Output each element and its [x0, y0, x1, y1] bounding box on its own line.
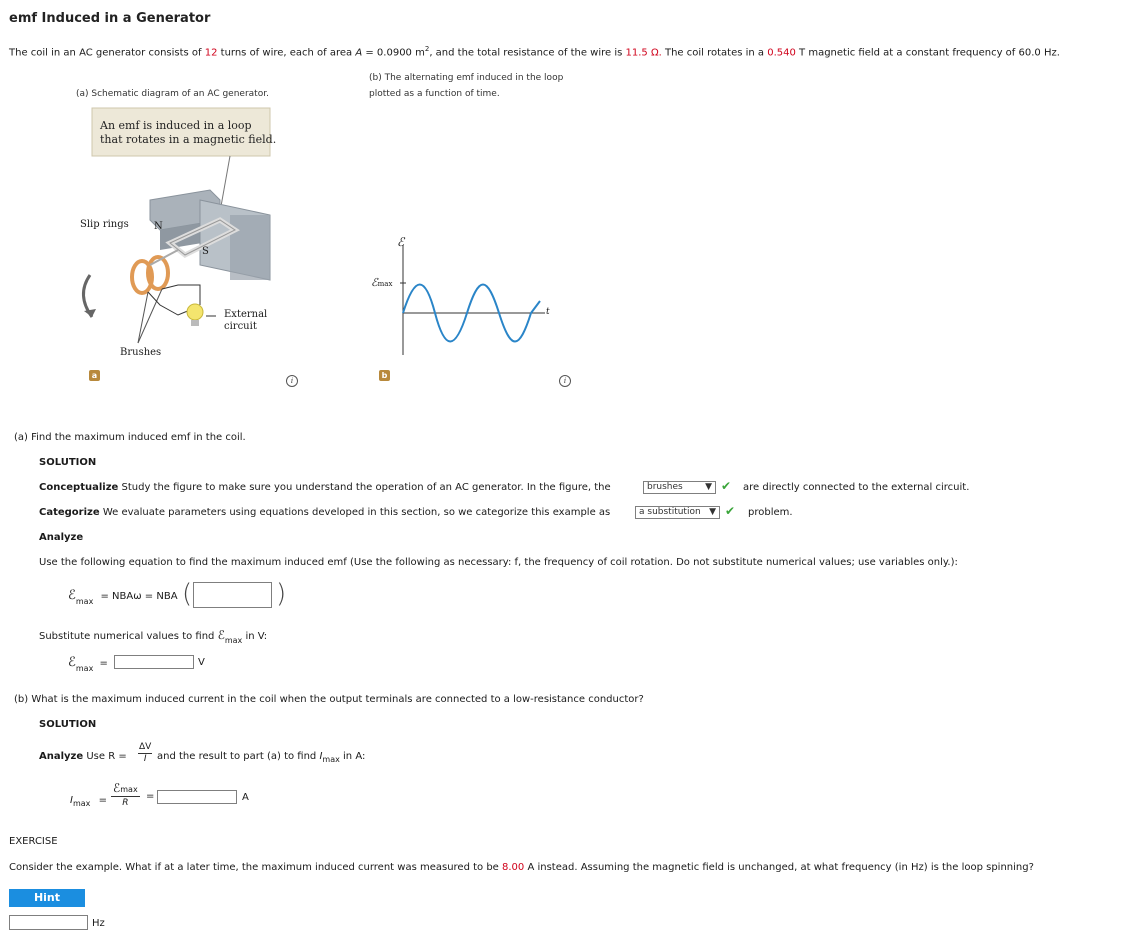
figure-a-tag: a [89, 370, 100, 381]
emf-axis-label: ℰ [397, 235, 405, 249]
external-circuit-label: External circuit [224, 309, 268, 332]
exercise-question: Consider the example. What if at a later time, the maximum induced current was measured to be 8.00 A instead. Assuming the magnetic field is unchanged, at what frequency (in Hz) is the loop spinning? [9, 862, 1034, 873]
figure-b-tag: b [379, 370, 390, 381]
brushes-select[interactable]: brushes ▼ [643, 481, 716, 494]
part-b-find-text: and the result to part (a) to find $I_{max}$ in A: [157, 751, 366, 764]
part-b-solution-heading: SOLUTION [39, 719, 97, 730]
field-value: 0.540 [767, 47, 796, 59]
substitute-text: Substitute numerical values to find ℰ$_{max}$ in V: [39, 628, 268, 645]
imax-value-input[interactable] [157, 790, 237, 804]
callout-text: An emf is induced in a loop that rotates in a magnetic field. [100, 119, 277, 146]
omega-expression-input[interactable] [193, 582, 272, 608]
exercise-heading: EXERCISE [9, 836, 58, 847]
part-a-question: (a) Find the maximum induced emf in the coil. [14, 432, 246, 443]
hint-button[interactable]: Hint [9, 889, 85, 907]
analyze-instruction: Use the following equation to find the maximum induced emf (Use the following as necessary: f, the frequency of coil rotation. Do not substitute numerical values; use variables only.): [39, 557, 958, 568]
unit-volts: V [198, 657, 205, 668]
emax-value-input[interactable] [114, 655, 194, 669]
part-b-analyze-text: Analyze Use R = [39, 751, 127, 762]
conceptualize-text: Conceptualize Study the figure to make sure you understand the operation of an AC generator. In the figure, the [39, 482, 611, 493]
slip-rings-label: Slip rings [80, 219, 129, 230]
emax-axis-label: ℰmax [371, 276, 393, 289]
problem-statement: The coil in an AC generator consists of 12 turns of wire, each of area A = 0.0900 $m^2$, and the total resistance of the wire is 11.5 Ω. The coil rotates in a 0.540 T magnetic field at a constant frequency of 60.0 Hz. [9, 45, 1060, 59]
page-title: emf Induced in a Generator [9, 11, 211, 26]
emf-plot [360, 225, 580, 365]
emax-over-r-fraction: ℰmax R [113, 781, 138, 808]
resistance-value: 11.5 Ω. [625, 47, 662, 59]
close-paren: ) [276, 579, 287, 609]
emax-numeric-equation: ℰ$_{max}$ = [68, 655, 108, 673]
correct-check-icon: ✔ [721, 479, 732, 493]
figure-a-info-icon[interactable]: i [286, 375, 298, 387]
conceptualize-after-text: are directly connected to the external circuit. [743, 482, 970, 493]
figure-b-caption: (b) The alternating emf induced in the loop plotted as a function of time. [369, 73, 564, 99]
turns-value: 12 [204, 47, 218, 59]
time-axis-label: t [546, 307, 550, 317]
emax-symbolic-equation: ℰ$_{max}$ = NBAω = NBA [68, 588, 178, 606]
part-b-question: (b) What is the maximum induced current in the coil when the output terminals are connected to a low-resistance conductor? [14, 694, 644, 705]
south-pole-label: S [202, 246, 209, 257]
unit-hertz: Hz [92, 918, 105, 929]
unit-amperes: A [242, 792, 249, 803]
brushes-label: Brushes [120, 347, 162, 358]
open-paren: ( [182, 579, 193, 609]
analyze-heading: Analyze [39, 532, 84, 543]
part-a-solution-heading: SOLUTION [39, 457, 97, 468]
categorize-after-text: problem. [748, 507, 793, 518]
correct-check-icon: ✔ [725, 504, 736, 518]
chevron-down-icon: ▼ [705, 482, 712, 492]
problem-type-select[interactable]: a substitution ▼ [635, 506, 720, 519]
generator-diagram [70, 105, 300, 375]
chevron-down-icon: ▼ [709, 507, 716, 517]
categorize-text: Categorize We evaluate parameters using equations developed in this section, so we categorize this example as [39, 507, 611, 518]
emf-sine-plot [360, 225, 580, 365]
north-pole-label: N [154, 221, 163, 232]
figure-a-caption: (a) Schematic diagram of an AC generator. [76, 89, 269, 99]
imax-equals: = [146, 791, 155, 802]
figure-b-info-icon[interactable]: i [559, 375, 571, 387]
exercise-current-value: 8.00 [502, 862, 525, 873]
imax-equation: $I_{max}$ = [70, 795, 107, 808]
frequency-input[interactable] [9, 915, 88, 930]
ohms-law-fraction: ΔV I [139, 742, 152, 764]
